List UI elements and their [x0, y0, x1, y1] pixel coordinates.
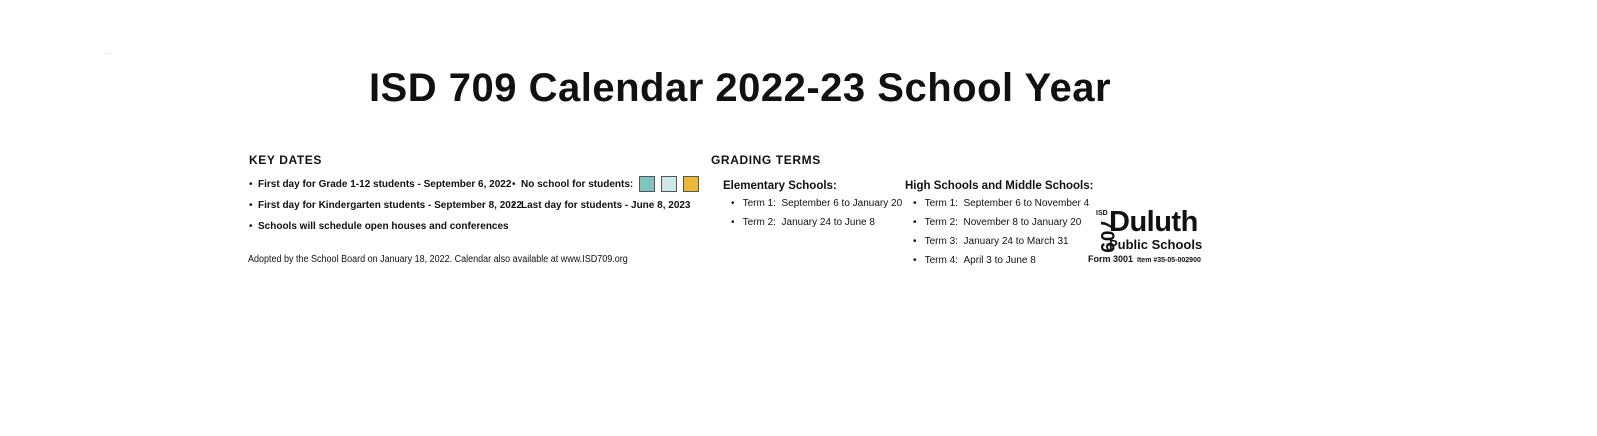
high-middle-term-3: • Term 3: January 24 to March 31 [913, 236, 1069, 247]
high-middle-term-1: • Term 1: September 6 to November 4 [913, 198, 1089, 209]
no-school-swatch-gold [683, 176, 699, 192]
no-school-label: • No school for students: [512, 179, 633, 190]
key-date-item: • Schools will schedule open houses and conferences [249, 221, 509, 232]
high-middle-heading: High Schools and Middle Schools: [905, 180, 1094, 192]
key-dates-heading: KEY DATES [249, 153, 322, 167]
logo-duluth: Duluth [1109, 206, 1198, 238]
last-day-item: • Last day for students - June 8, 2023 [512, 200, 691, 211]
no-school-swatch-light [661, 176, 677, 192]
adopted-note: Adopted by the School Board on January 18, 2022. Calendar also available at www.ISD709.org [248, 254, 628, 265]
no-school-swatch-teal [639, 176, 655, 192]
page-title: ISD 709 Calendar 2022-23 School Year [368, 66, 1112, 110]
elementary-heading: Elementary Schools: [723, 180, 837, 192]
grading-terms-heading: GRADING TERMS [711, 153, 821, 167]
logo-public-schools: Public Schools [1109, 237, 1203, 252]
high-middle-term-2: • Term 2: November 8 to January 20 [913, 217, 1081, 228]
key-date-item: • First day for Grade 1-12 students - September 6, 2022 [249, 179, 511, 190]
faint-mark: — — [103, 50, 113, 55]
no-school-legend [512, 176, 699, 192]
logo-709: 709 [1096, 219, 1117, 254]
high-middle-term-4: • Term 4: April 3 to June 8 [913, 255, 1036, 266]
logo-isd: ISD [1096, 210, 1108, 217]
form-number: Form 3001 Item #35-05-002900 [1088, 254, 1201, 264]
form-item-number: Item #35-05-002900 [1137, 257, 1201, 264]
elementary-term-2: • Term 2: January 24 to June 8 [731, 217, 875, 228]
key-date-item: • First day for Kindergarten students - September 8, 2022 [249, 200, 522, 211]
elementary-term-1: • Term 1: September 6 to January 20 [731, 198, 902, 209]
